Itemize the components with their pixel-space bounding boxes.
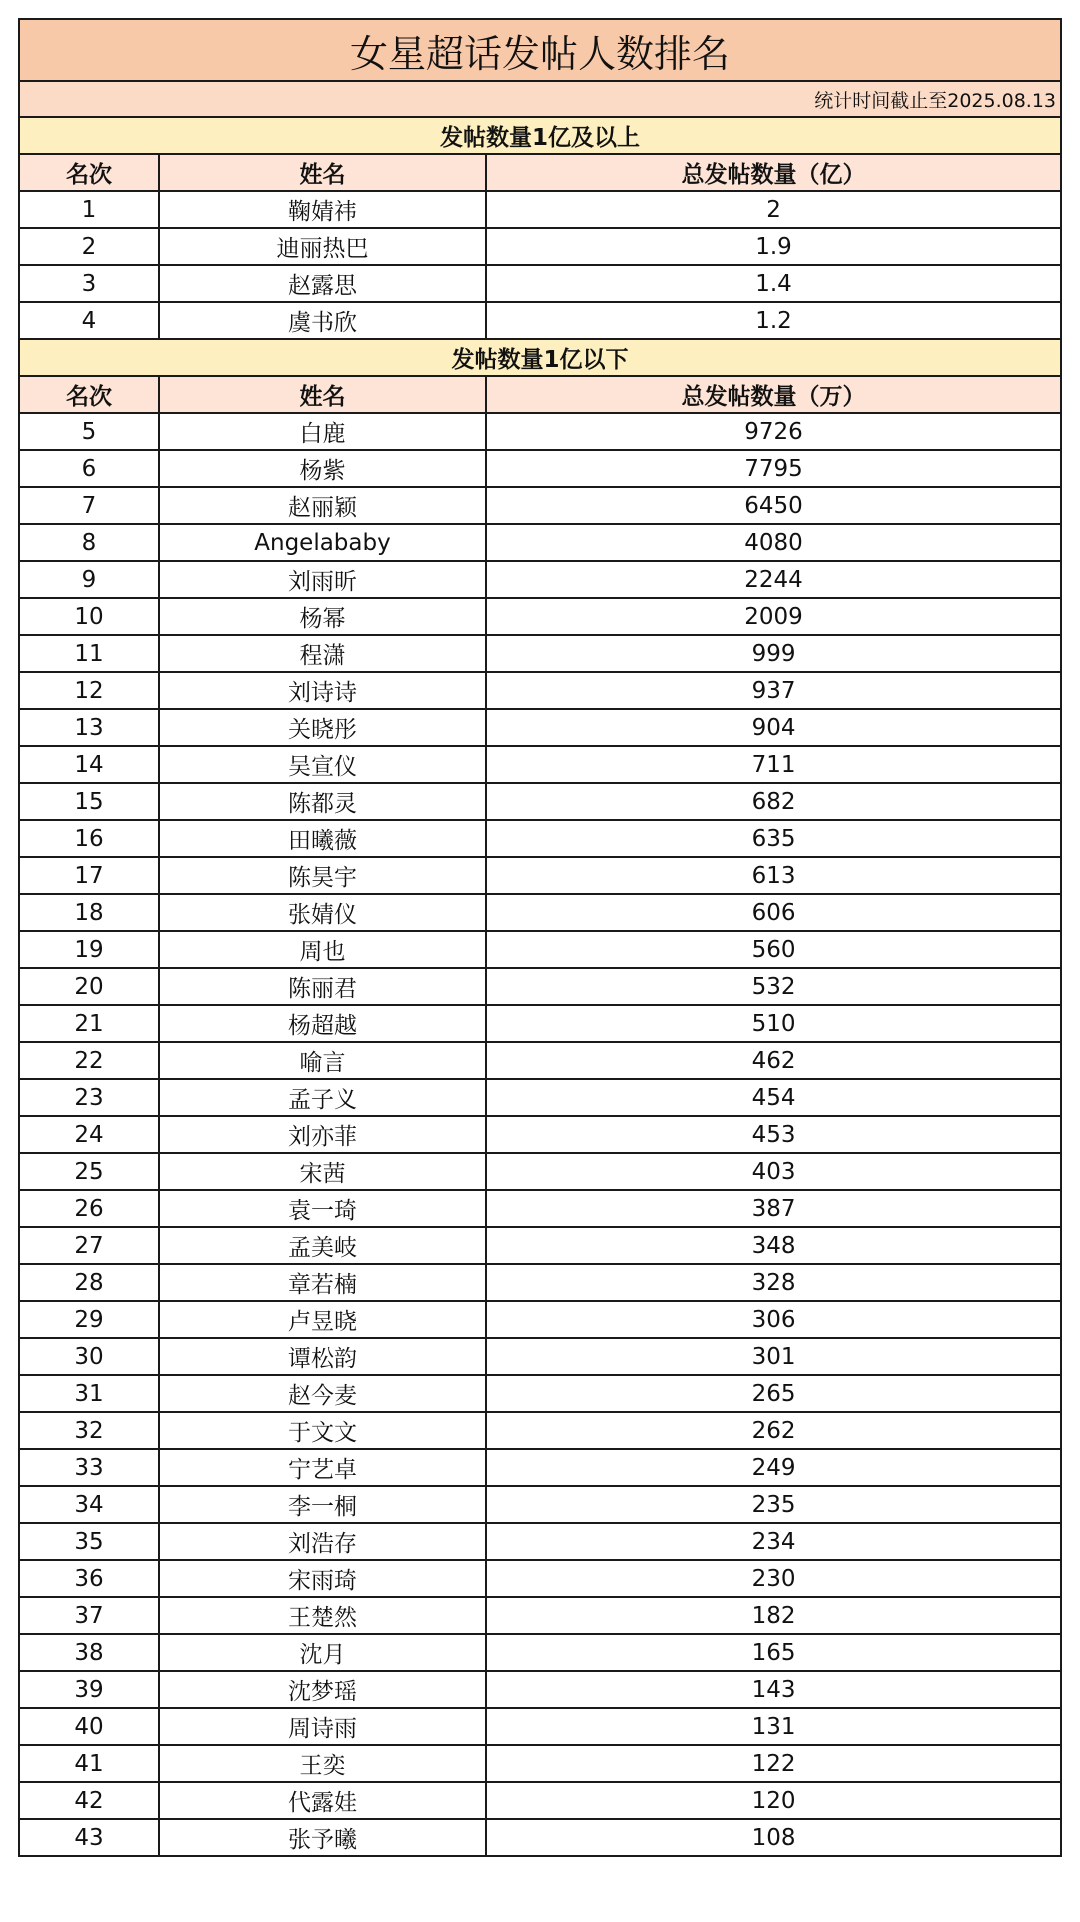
cell-rank: 8 (19, 524, 159, 561)
cell-rank: 20 (19, 968, 159, 1005)
cell-rank: 25 (19, 1153, 159, 1190)
column-header-rank: 名次 (19, 376, 159, 413)
cell-count: 454 (486, 1079, 1061, 1116)
cell-count: 453 (486, 1116, 1061, 1153)
cell-name: 卢昱晓 (159, 1301, 486, 1338)
table-row (19, 672, 1061, 709)
cell-rank: 19 (19, 931, 159, 968)
cell-name: 杨超越 (159, 1005, 486, 1042)
cell-rank: 18 (19, 894, 159, 931)
cell-rank: 41 (19, 1745, 159, 1782)
cell-name: 杨幂 (159, 598, 486, 635)
cell-name: 鞠婧祎 (159, 191, 486, 228)
column-header-count: 总发帖数量（亿） (486, 154, 1061, 191)
table-row (19, 487, 1061, 524)
table-row (19, 1708, 1061, 1745)
cell-rank: 13 (19, 709, 159, 746)
table-row (19, 857, 1061, 894)
cell-count: 937 (486, 672, 1061, 709)
cell-rank: 29 (19, 1301, 159, 1338)
cell-rank: 15 (19, 783, 159, 820)
column-header-rank: 名次 (19, 154, 159, 191)
cell-count: 1.4 (486, 265, 1061, 302)
cell-count: 230 (486, 1560, 1061, 1597)
table-row (19, 561, 1061, 598)
date-row (19, 81, 1061, 117)
table-row (19, 968, 1061, 1005)
table-row (19, 1560, 1061, 1597)
cell-rank: 37 (19, 1597, 159, 1634)
cell-rank: 10 (19, 598, 159, 635)
cell-name: 王奕 (159, 1745, 486, 1782)
cell-rank: 24 (19, 1116, 159, 1153)
section-row (19, 339, 1061, 376)
cell-count: 4080 (486, 524, 1061, 561)
cell-count: 143 (486, 1671, 1061, 1708)
cell-count: 2009 (486, 598, 1061, 635)
cell-count: 2 (486, 191, 1061, 228)
cell-rank: 34 (19, 1486, 159, 1523)
column-header-row (19, 376, 1061, 413)
cell-rank: 22 (19, 1042, 159, 1079)
cell-count: 613 (486, 857, 1061, 894)
cell-name: 张予曦 (159, 1819, 486, 1856)
cell-count: 348 (486, 1227, 1061, 1264)
cell-count: 1.2 (486, 302, 1061, 339)
cell-count: 235 (486, 1486, 1061, 1523)
cell-name: 章若楠 (159, 1264, 486, 1301)
cell-rank: 33 (19, 1449, 159, 1486)
cell-name: 虞书欣 (159, 302, 486, 339)
cell-name: 杨紫 (159, 450, 486, 487)
cell-name: 关晓彤 (159, 709, 486, 746)
cell-rank: 31 (19, 1375, 159, 1412)
cell-name: 白鹿 (159, 413, 486, 450)
cell-name: 于文文 (159, 1412, 486, 1449)
cell-name: 程潇 (159, 635, 486, 672)
cell-name: 陈丽君 (159, 968, 486, 1005)
cell-count: 306 (486, 1301, 1061, 1338)
table-row (19, 524, 1061, 561)
cell-rank: 1 (19, 191, 159, 228)
cell-count: 7795 (486, 450, 1061, 487)
table-row (19, 1301, 1061, 1338)
cell-name: 孟子义 (159, 1079, 486, 1116)
cell-count: 560 (486, 931, 1061, 968)
section-label: 发帖数量1亿及以上 (19, 117, 1061, 154)
cell-name: 代露娃 (159, 1782, 486, 1819)
cell-rank: 30 (19, 1338, 159, 1375)
cell-name: 宁艺卓 (159, 1449, 486, 1486)
column-header-name: 姓名 (159, 154, 486, 191)
cell-count: 265 (486, 1375, 1061, 1412)
cell-name: Angelababy (159, 524, 486, 561)
cell-count: 999 (486, 635, 1061, 672)
table-row (19, 413, 1061, 450)
table-row (19, 1597, 1061, 1634)
cell-rank: 36 (19, 1560, 159, 1597)
cell-name: 孟美岐 (159, 1227, 486, 1264)
cell-name: 李一桐 (159, 1486, 486, 1523)
table-row (19, 1227, 1061, 1264)
table-row (19, 1449, 1061, 1486)
cell-name: 张婧仪 (159, 894, 486, 931)
cell-count: 328 (486, 1264, 1061, 1301)
cell-rank: 3 (19, 265, 159, 302)
table-row (19, 746, 1061, 783)
table-row (19, 1634, 1061, 1671)
cell-name: 袁一琦 (159, 1190, 486, 1227)
cell-count: 462 (486, 1042, 1061, 1079)
cell-name: 迪丽热巴 (159, 228, 486, 265)
cell-count: 9726 (486, 413, 1061, 450)
cell-rank: 21 (19, 1005, 159, 1042)
cell-rank: 7 (19, 487, 159, 524)
table-row (19, 931, 1061, 968)
cell-rank: 12 (19, 672, 159, 709)
table-row (19, 1745, 1061, 1782)
cell-name: 宋茜 (159, 1153, 486, 1190)
cell-count: 635 (486, 820, 1061, 857)
cell-rank: 5 (19, 413, 159, 450)
cell-rank: 28 (19, 1264, 159, 1301)
cell-name: 刘亦菲 (159, 1116, 486, 1153)
table-row (19, 1375, 1061, 1412)
table-row (19, 1190, 1061, 1227)
table-row (19, 894, 1061, 931)
cell-count: 711 (486, 746, 1061, 783)
section-row (19, 117, 1061, 154)
cell-rank: 23 (19, 1079, 159, 1116)
cell-rank: 38 (19, 1634, 159, 1671)
title-row (19, 19, 1061, 81)
cell-count: 904 (486, 709, 1061, 746)
cell-name: 谭松韵 (159, 1338, 486, 1375)
cell-rank: 43 (19, 1819, 159, 1856)
cell-count: 1.9 (486, 228, 1061, 265)
cell-rank: 16 (19, 820, 159, 857)
table-row (19, 1523, 1061, 1560)
table-row (19, 820, 1061, 857)
column-header-count: 总发帖数量（万） (486, 376, 1061, 413)
cell-name: 田曦薇 (159, 820, 486, 857)
ranking-table (18, 18, 1062, 1857)
table-row (19, 1153, 1061, 1190)
table-row (19, 598, 1061, 635)
cell-count: 122 (486, 1745, 1061, 1782)
table-row (19, 635, 1061, 672)
cell-count: 387 (486, 1190, 1061, 1227)
table-row (19, 1042, 1061, 1079)
table-row (19, 1079, 1061, 1116)
cell-name: 陈都灵 (159, 783, 486, 820)
table-row (19, 709, 1061, 746)
cell-count: 165 (486, 1634, 1061, 1671)
cell-count: 510 (486, 1005, 1061, 1042)
cell-rank: 4 (19, 302, 159, 339)
cell-name: 赵露思 (159, 265, 486, 302)
table-row (19, 1116, 1061, 1153)
table-row (19, 1486, 1061, 1523)
cell-count: 532 (486, 968, 1061, 1005)
cell-rank: 39 (19, 1671, 159, 1708)
cell-rank: 14 (19, 746, 159, 783)
cell-name: 周也 (159, 931, 486, 968)
table-row (19, 1005, 1061, 1042)
table-row (19, 302, 1061, 339)
cell-rank: 26 (19, 1190, 159, 1227)
cell-count: 682 (486, 783, 1061, 820)
section-label: 发帖数量1亿以下 (19, 339, 1061, 376)
table-row (19, 783, 1061, 820)
cell-rank: 9 (19, 561, 159, 598)
cell-rank: 35 (19, 1523, 159, 1560)
cell-name: 陈昊宇 (159, 857, 486, 894)
table-title: 女星超话发帖人数排名 (19, 19, 1061, 81)
cell-rank: 11 (19, 635, 159, 672)
table-row (19, 1264, 1061, 1301)
cell-rank: 40 (19, 1708, 159, 1745)
cell-name: 刘诗诗 (159, 672, 486, 709)
cell-name: 宋雨琦 (159, 1560, 486, 1597)
table-row (19, 1819, 1061, 1856)
table-row (19, 1782, 1061, 1819)
cell-count: 301 (486, 1338, 1061, 1375)
cell-count: 120 (486, 1782, 1061, 1819)
cell-count: 131 (486, 1708, 1061, 1745)
cell-rank: 17 (19, 857, 159, 894)
table-row (19, 450, 1061, 487)
date-note: 统计时间截止至2025.08.13 (19, 81, 1061, 117)
column-header-name: 姓名 (159, 376, 486, 413)
table-row (19, 265, 1061, 302)
cell-name: 喻言 (159, 1042, 486, 1079)
cell-count: 249 (486, 1449, 1061, 1486)
table-row (19, 1338, 1061, 1375)
table-row (19, 228, 1061, 265)
cell-name: 刘雨昕 (159, 561, 486, 598)
cell-rank: 6 (19, 450, 159, 487)
cell-name: 沈梦瑶 (159, 1671, 486, 1708)
cell-count: 108 (486, 1819, 1061, 1856)
cell-rank: 2 (19, 228, 159, 265)
cell-count: 262 (486, 1412, 1061, 1449)
cell-name: 刘浩存 (159, 1523, 486, 1560)
cell-rank: 32 (19, 1412, 159, 1449)
table-row (19, 191, 1061, 228)
cell-name: 王楚然 (159, 1597, 486, 1634)
cell-name: 吴宣仪 (159, 746, 486, 783)
cell-count: 606 (486, 894, 1061, 931)
cell-name: 周诗雨 (159, 1708, 486, 1745)
cell-count: 2244 (486, 561, 1061, 598)
cell-count: 6450 (486, 487, 1061, 524)
cell-name: 赵丽颖 (159, 487, 486, 524)
table-row (19, 1671, 1061, 1708)
cell-count: 234 (486, 1523, 1061, 1560)
cell-rank: 27 (19, 1227, 159, 1264)
column-header-row (19, 154, 1061, 191)
cell-name: 沈月 (159, 1634, 486, 1671)
cell-count: 403 (486, 1153, 1061, 1190)
table-row (19, 1412, 1061, 1449)
cell-name: 赵今麦 (159, 1375, 486, 1412)
cell-rank: 42 (19, 1782, 159, 1819)
cell-count: 182 (486, 1597, 1061, 1634)
